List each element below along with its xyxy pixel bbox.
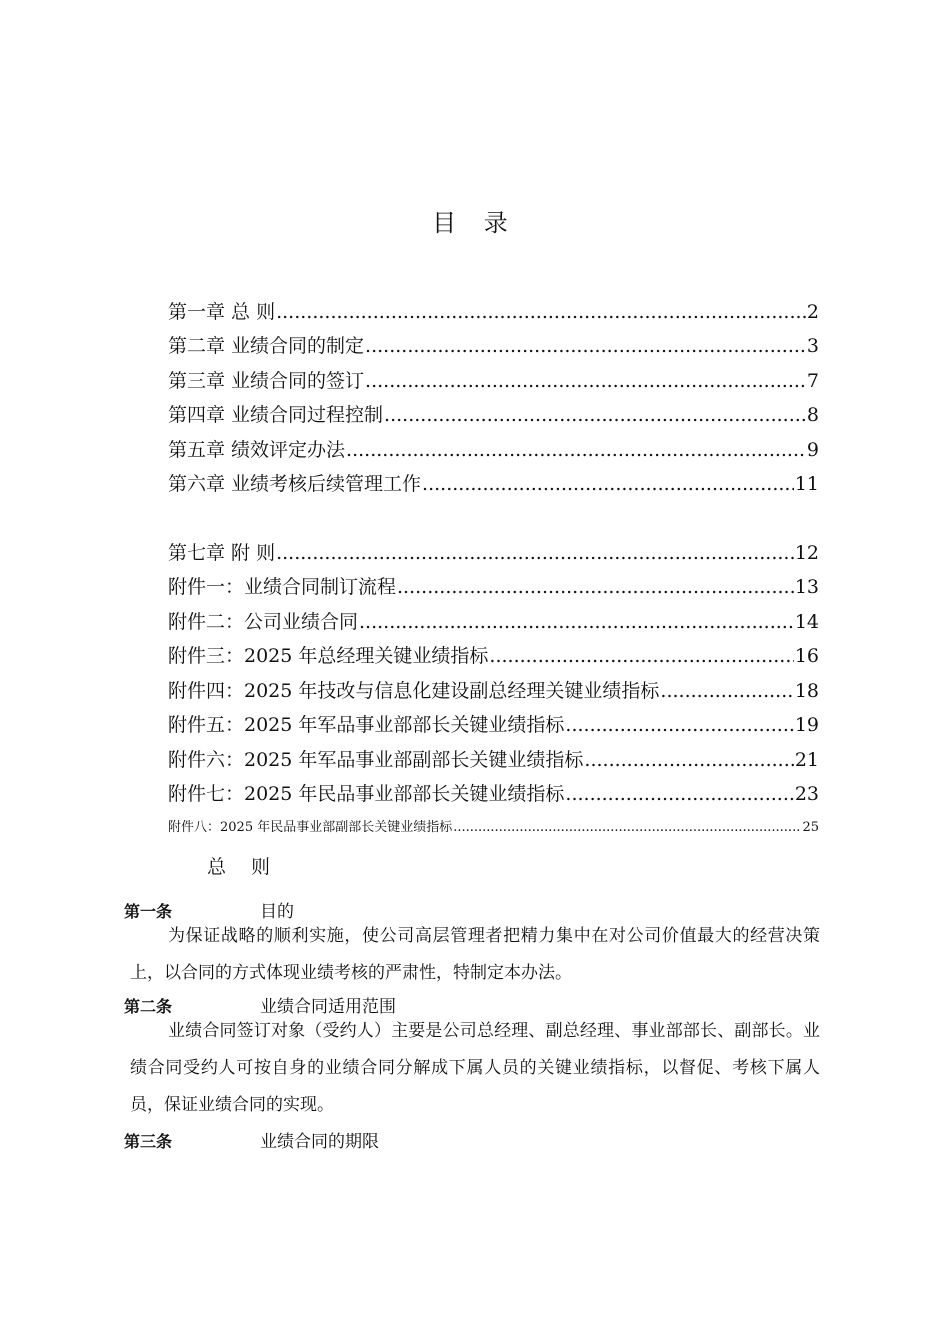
toc-entry-page: 18	[794, 680, 819, 702]
toc-entry[interactable]	[168, 780, 819, 808]
toc-entry-label: 第六章 业绩考核后续管理工作	[168, 473, 422, 495]
toc-entry-page: 9	[806, 439, 819, 461]
toc-entry-page: 12	[794, 542, 819, 564]
toc-entry[interactable]	[168, 642, 819, 670]
toc-entry-label: 附件五：2025 年军品事业部部长关键业绩指标	[168, 714, 565, 736]
toc-leader-dots	[346, 436, 806, 464]
toc-entry[interactable]	[168, 711, 819, 739]
toc-entry[interactable]	[168, 819, 819, 837]
toc-entry[interactable]	[168, 539, 819, 567]
toc-leader-dots	[365, 367, 806, 395]
toc-entry-label: 附件一：业绩合同制订流程	[168, 576, 397, 598]
toc-entry[interactable]	[168, 298, 819, 326]
toc-entry[interactable]	[168, 367, 819, 395]
chapter-heading-part2: 则	[251, 856, 274, 878]
toc-entry-label: 第四章 业绩合同过程控制	[168, 404, 384, 426]
toc-entry-page: 2	[806, 301, 819, 323]
toc-leader-dots	[584, 746, 793, 774]
toc-entry-label: 第七章 附 则	[168, 542, 276, 564]
toc-entry-label: 第一章 总 则	[168, 301, 276, 323]
toc-leader-dots	[359, 608, 794, 636]
toc-entry-label: 第五章 绩效评定办法	[168, 439, 346, 461]
toc-entry-page: 14	[794, 611, 819, 633]
toc-entry-page: 25	[802, 820, 819, 835]
toc-leader-dots	[422, 470, 794, 498]
article-heading	[124, 1130, 379, 1154]
article-body: 业绩合同签订对象（受约人）主要是公司总经理、副总经理、事业部部长、副部长。业绩合同受约人可按自身的业绩合同分解成下属人员的关键业绩指标，以督促、考核下属人员，保证业绩合同的实现。	[130, 1021, 820, 1115]
toc-leader-dots	[397, 573, 794, 601]
toc-entry-page: 7	[806, 370, 819, 392]
article-title: 业绩合同的期限	[260, 1132, 379, 1152]
toc-leader-dots	[276, 539, 794, 567]
toc-entry[interactable]	[168, 746, 819, 774]
toc-entry-page: 19	[794, 714, 819, 736]
toc-entry[interactable]	[168, 470, 819, 498]
toc-leader-dots	[489, 642, 793, 670]
article-number: 第三条	[124, 1132, 173, 1151]
toc-entry[interactable]	[168, 436, 819, 464]
toc-entry-label: 附件八：2025 年民品事业部副部长关键业绩指标	[168, 820, 453, 835]
article-title: 目的	[260, 902, 294, 922]
article-body: 为保证战略的顺利实施，使公司高层管理者把精力集中在对公司价值最大的经营决策上，以合同的方式体现业绩考核的严肃性，特制定本办法。	[130, 926, 820, 983]
toc-leader-dots	[565, 780, 793, 808]
toc-leader-dots	[660, 677, 793, 705]
toc-entry[interactable]	[168, 401, 819, 429]
toc-entry-page: 13	[794, 576, 819, 598]
toc-entry-label: 附件四：2025 年技改与信息化建设副总经理关键业绩指标	[168, 680, 660, 702]
toc-entry[interactable]	[168, 573, 819, 601]
toc-title: 目 录	[432, 209, 518, 237]
toc-leader-dots	[276, 298, 806, 326]
toc-leader-dots	[565, 711, 793, 739]
toc-leader-dots	[384, 401, 806, 429]
toc-entry[interactable]	[168, 608, 819, 636]
toc-entry-page: 21	[794, 749, 819, 771]
toc-entry-page: 23	[794, 783, 819, 805]
toc-entry-page: 11	[794, 473, 819, 495]
chapter-heading-part1: 总	[207, 856, 230, 878]
toc-entry-label: 附件六：2025 年军品事业部副部长关键业绩指标	[168, 749, 584, 771]
toc-entry-label: 附件二：公司业绩合同	[168, 611, 359, 633]
chapter-heading	[207, 852, 273, 879]
toc-entry[interactable]	[168, 332, 819, 360]
toc-entry-page: 3	[806, 335, 819, 357]
article-number: 第一条	[124, 902, 173, 921]
article-title: 业绩合同适用范围	[260, 997, 396, 1017]
toc-entry-label: 第三章 业绩合同的签订	[168, 370, 365, 392]
toc-leader-dots	[453, 819, 801, 837]
toc-entry[interactable]	[168, 677, 819, 705]
toc-entry-page: 8	[806, 404, 819, 426]
toc-entry-label: 附件三：2025 年总经理关键业绩指标	[168, 645, 489, 667]
toc-leader-dots	[365, 332, 806, 360]
toc-entry-label: 第二章 业绩合同的制定	[168, 335, 365, 357]
article-number: 第二条	[124, 997, 173, 1016]
toc-entry-page: 16	[794, 645, 819, 667]
toc-entry-label: 附件七：2025 年民品事业部部长关键业绩指标	[168, 783, 565, 805]
